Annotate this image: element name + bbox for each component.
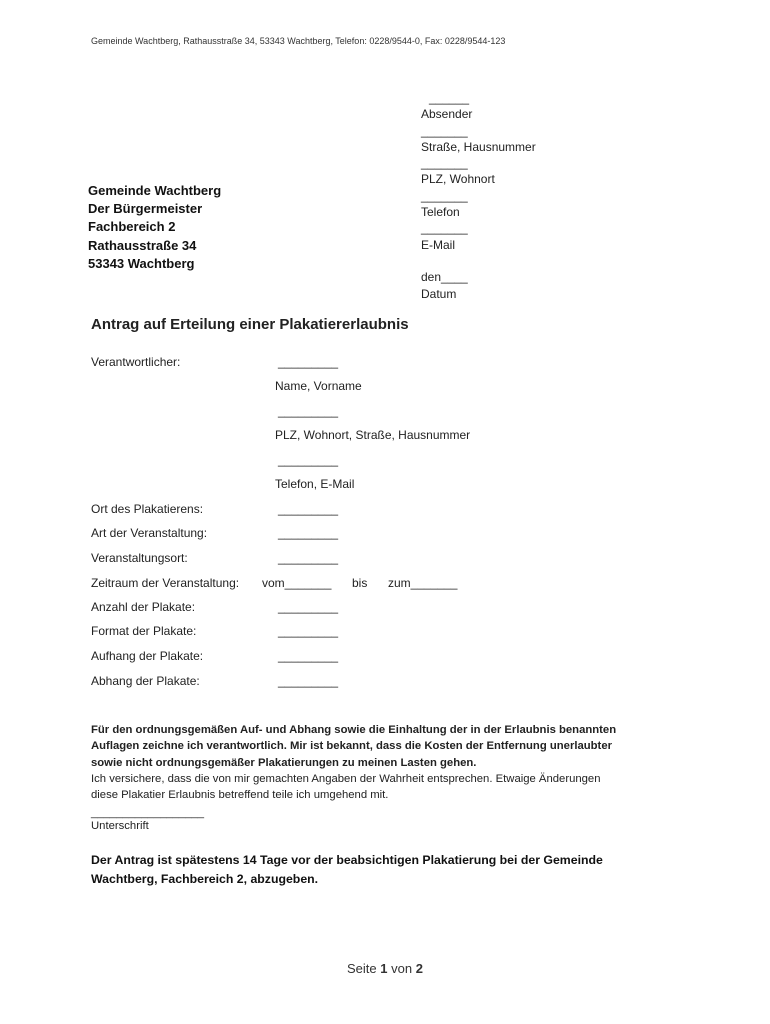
- sender-blank: ______: [429, 91, 470, 105]
- contact-caption: Telefon, E-Mail: [275, 477, 355, 491]
- declaration-bold-line: Für den ordnungsgemäßen Auf- und Abhang sowie die Einhaltung der in der Erlaubnis benannten: [91, 724, 617, 736]
- of-word: von: [391, 961, 413, 976]
- form-title: Antrag auf Erteilung einer Plakatiererlaubnis: [91, 316, 409, 333]
- event-venue-field[interactable]: _________: [278, 551, 339, 565]
- responsible-name-field[interactable]: _________: [278, 355, 339, 369]
- hang-label: Aufhang der Plakate:: [91, 649, 204, 663]
- location-label: Ort des Plakatierens:: [91, 502, 204, 516]
- recipient-line: Der Bürgermeister: [88, 201, 203, 217]
- deadline-note: [91, 851, 691, 889]
- event-type-field[interactable]: _________: [278, 526, 339, 540]
- deadline-note-line: Wachtberg, Fachbereich 2, abzugeben.: [91, 872, 319, 886]
- location-field[interactable]: _________: [278, 502, 339, 516]
- period-from-field[interactable]: vom_______: [262, 576, 332, 590]
- name-caption: Name, Vorname: [275, 379, 362, 393]
- page-number: [0, 961, 770, 976]
- total-pages: 2: [415, 961, 423, 976]
- sender-caption: Straße, Hausnummer: [421, 139, 536, 154]
- recipient-line: Gemeinde Wachtberg: [88, 183, 222, 198]
- unhang-field[interactable]: _________: [278, 674, 339, 688]
- responsible-label: Verantwortlicher:: [91, 355, 181, 369]
- sender-caption: Absender: [421, 107, 473, 122]
- responsible-contact-field[interactable]: _________: [278, 453, 339, 467]
- period-label: Zeitraum der Veranstaltung:: [91, 576, 240, 590]
- sender-blank: den____: [421, 270, 468, 285]
- signature-field[interactable]: __________________: [91, 807, 205, 819]
- declaration-bold-line: sowie nicht ordnungsgemäßer Plakatierungen zu meinen Lasten gehen.: [91, 756, 477, 769]
- sender-caption: E-Mail: [421, 237, 456, 252]
- event-venue-label: Veranstaltungsort:: [91, 551, 188, 565]
- page-word: Seite: [347, 961, 377, 976]
- unhang-label: Abhang der Plakate:: [91, 674, 200, 688]
- recipient-line: Rathausstraße 34: [88, 237, 197, 253]
- period-to-field[interactable]: zum_______: [388, 576, 458, 590]
- sender-blank: _______: [421, 221, 468, 236]
- sender-caption: Telefon: [421, 205, 460, 220]
- declaration-line: diese Plakatier Erlaubnis betreffend teile ich umgehend mit.: [91, 789, 389, 802]
- sender-blank: _______: [421, 123, 468, 138]
- letterhead-address: Gemeinde Wachtberg, Rathausstraße 34, 53343 Wachtberg, Telefon: 0228/9544-0, Fax: 0228/9544-123: [91, 36, 506, 46]
- event-type-label: Art der Veranstaltung:: [91, 526, 208, 540]
- declaration-bold-line: Auflagen zeichne ich verantwortlich. Mir ist bekannt, dass die Kosten der Entfernung unerlaubter: [91, 740, 613, 753]
- sender-block: [421, 90, 536, 302]
- format-field[interactable]: _________: [278, 624, 339, 638]
- responsible-address-field[interactable]: _________: [278, 404, 339, 418]
- recipient-line: 53343 Wachtberg: [88, 255, 195, 271]
- recipient-line: Fachbereich 2: [88, 219, 176, 235]
- format-label: Format der Plakate:: [91, 624, 197, 638]
- address-caption: PLZ, Wohnort, Straße, Hausnummer: [275, 428, 471, 442]
- hang-field[interactable]: _________: [278, 649, 339, 663]
- declaration-paragraph: [91, 722, 691, 803]
- count-label: Anzahl der Plakate:: [91, 600, 196, 614]
- sender-caption: Datum: [421, 286, 457, 301]
- count-field[interactable]: _________: [278, 600, 339, 614]
- recipient-address: [88, 182, 221, 273]
- sender-blank: _______: [421, 188, 468, 203]
- sender-blank: _______: [421, 156, 468, 171]
- current-page: 1: [380, 961, 388, 976]
- signature-label: Unterschrift: [91, 820, 149, 832]
- sender-spacer: [421, 253, 536, 269]
- declaration-line: Ich versichere, dass die von mir gemachten Angaben der Wahrheit entsprechen. Etwaige Änderungen: [91, 772, 601, 785]
- period-bis-text: bis: [352, 576, 368, 590]
- sender-caption: PLZ, Wohnort: [421, 172, 495, 187]
- deadline-note-line: Der Antrag ist spätestens 14 Tage vor der beabsichtigen Plakatierung bei der Gemeinde: [91, 853, 603, 867]
